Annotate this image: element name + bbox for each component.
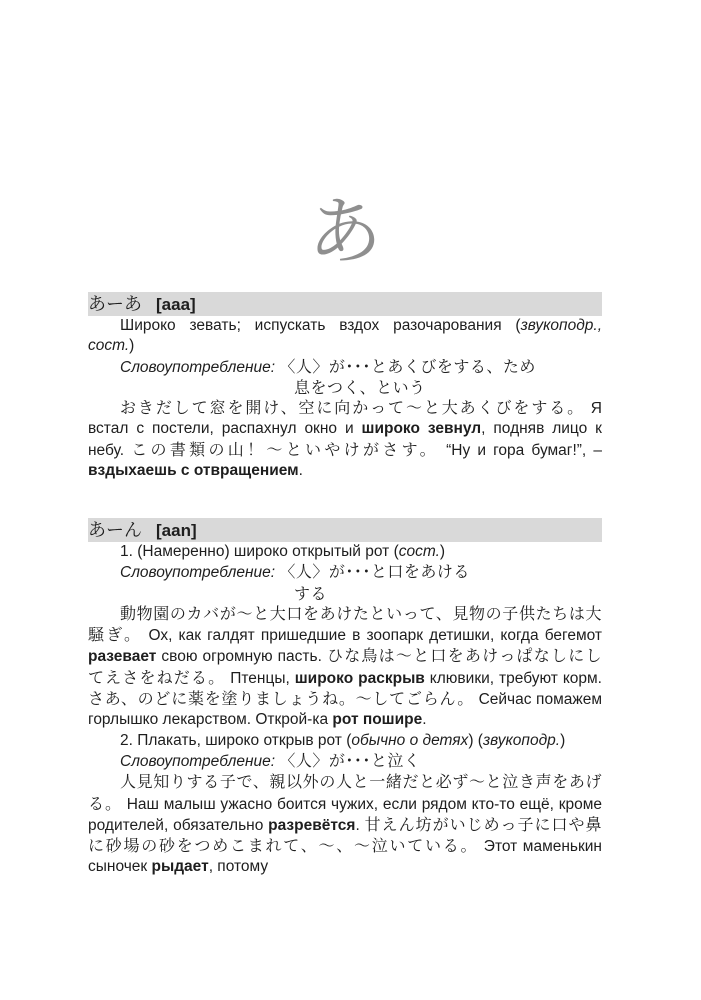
dictionary-entry — [88, 518, 602, 878]
sense-1-definition: 1. (Намеренно) широко открытый рот (сост.) — [120, 543, 446, 560]
usage-example: 動物園のカバが〜と大口をあけたといって、見物の子供たちは大騒ぎ。 Ох, как галдят пришедшие в зоопарк детишки, когда бегемот разевает свою огромную пасть. ひな鳥は〜と口をあけっぱなしにしてえさをねだる。 Птенцы, широко раскрыв клювики, требуют корм. さあ、のどに薬を塗りましょうね。〜してごらん。 Сейчас помажем горлышко лекарством. Открой-ка рот пошире. — [88, 603, 602, 729]
headword-kana: あーあ — [88, 294, 142, 315]
usage-pattern: Словоупотребление: 〈人〉が･･･とあくびをする、ため 息をつく、という — [120, 356, 536, 397]
usage-pattern: Словоупотребление: 〈人〉が･･･と口をあける する — [120, 562, 470, 603]
headword-transcription: [aaa] — [156, 295, 196, 314]
headword-kana: あーん — [88, 520, 142, 541]
dictionary-entry — [88, 292, 602, 481]
usage-example: おきだして窓を開け、空に向かって〜と大あくびをする。 Я встал с постели, распахнул окно и широко зевнул, подняв лицо к небу. この書類の山！〜といやけがさす。 “Ну и гора бумаг!”, – вздыхаешь с отвращением. — [88, 398, 602, 480]
entry-headword-bar — [88, 518, 602, 542]
section-letter-heading: あ — [308, 189, 382, 275]
usage-pattern: Словоупотребление: 〈人〉が･･･と泣く — [120, 750, 421, 770]
sense-2-definition: 2. Плакать, широко открыв рот (обычно о детях) (звукоподр.) — [120, 731, 566, 749]
headword-transcription: [aan] — [156, 521, 197, 540]
entry-definition: Широко зевать; испускать вздох разочарования (звукоподр., сост.) — [88, 317, 602, 355]
entry-headword-bar — [88, 292, 602, 316]
usage-example: 人見知りする子で、親以外の人と一緒だと必ず〜と泣き声をあげる。 Наш малыш ужасно боится чужих, если рядом кто-то ещё, кроме родителей, обязательно разревётся. 甘えん坊がいじめっ子に口や鼻に砂場の砂をつめこまれて、〜、〜泣いている。 Этот маменькин сыночек рыдает, потому — [88, 772, 602, 876]
